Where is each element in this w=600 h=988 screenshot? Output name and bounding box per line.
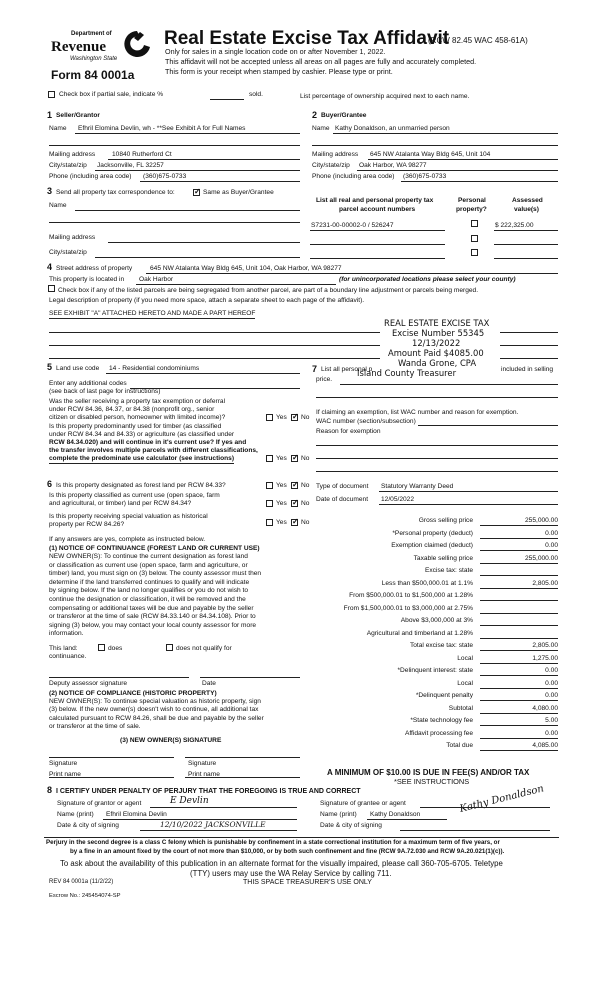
- located-line: [136, 284, 336, 285]
- seller-name-line: [75, 133, 300, 134]
- partial-pct-field[interactable]: [210, 99, 244, 100]
- seller-addr-label: Mailing address: [49, 151, 96, 158]
- tax-row-label: Taxable selling price: [413, 554, 473, 562]
- grantee-name-field[interactable]: Kathy Donaldson: [370, 811, 421, 818]
- sec8-num: 8: [47, 785, 53, 795]
- forest-no-label: No: [301, 482, 310, 489]
- tax-row-line: [480, 613, 558, 614]
- buyer-phone-label: Phone (including area code): [312, 173, 395, 180]
- paragraph-line: compensating or additional taxes will be due and payable by the seller: [49, 604, 254, 612]
- instructions-note: If any answers are yes, complete as instructed below.: [49, 536, 206, 543]
- seller-addr-field[interactable]: 10840 Rutherford Ct: [112, 151, 172, 158]
- grantee-date-label: Date & city of signing: [320, 822, 382, 829]
- tax-row-value[interactable]: 0.00: [545, 529, 558, 537]
- tax-row-value[interactable]: 2,805.00: [532, 579, 558, 587]
- grantee-signature-line: [420, 807, 550, 808]
- doc-type-label: Type of document: [316, 483, 369, 490]
- exemption-no-checkbox[interactable]: [291, 414, 298, 421]
- tax-row-line: [480, 563, 558, 564]
- tax-row-line: [480, 663, 558, 664]
- grantee-signature[interactable]: Kathy Donaldson: [458, 783, 546, 815]
- owner-signature-field-2[interactable]: [185, 757, 300, 758]
- same-as-buyer-checkbox[interactable]: [193, 189, 200, 196]
- notice-continuance-heading: (1) NOTICE OF CONTINUANCE (FOREST LAND OR CURRENT USE): [49, 545, 260, 552]
- q-exemption-line3: citizen or disabled person, homeowner with limited income)?: [49, 414, 226, 421]
- land-use-label: Land use code: [56, 365, 100, 372]
- q-exemption-line2: under RCW 84.36, 84.37, or 84.38 (nonprofit org., senior: [49, 406, 215, 413]
- buyer-num: 2: [312, 110, 318, 120]
- tax-row-value[interactable]: 255,000.00: [524, 554, 558, 562]
- grantor-signature-line: [150, 807, 297, 808]
- signature-label-2: Signature: [188, 760, 217, 767]
- historic-no-label: No: [301, 519, 310, 526]
- grantee-name-label: Name (print): [320, 811, 357, 818]
- this-land-label: This land:: [49, 645, 78, 652]
- form-number: Form 84 0001a: [51, 68, 135, 82]
- signature-label-1: Signature: [49, 760, 78, 767]
- print-name-label-1: Print name: [49, 771, 81, 778]
- sec4-num: 4: [47, 262, 53, 272]
- tax-row-value[interactable]: 5.00: [545, 717, 558, 724]
- stamp-line3: 12/13/2022: [412, 338, 461, 348]
- seller-phone-field[interactable]: (360)675-0733: [143, 173, 187, 180]
- doc-date-line: [379, 504, 558, 505]
- seller-city-field[interactable]: Jacksonville, FL 32257: [97, 162, 164, 169]
- buyer-extra-line: [312, 145, 558, 146]
- tax-row-label: Less than $500,000.01 at 1.1%: [381, 579, 473, 587]
- grantor-date-line: [140, 830, 297, 831]
- tax-row-label: *State technology fee: [410, 717, 473, 724]
- timber-yes-checkbox[interactable]: [266, 455, 273, 462]
- paragraph-line: (3) below. If the new owner(s) doesn't wish to continue, all additional tax: [49, 706, 259, 714]
- parcel-col-header2: parcel account numbers: [339, 206, 416, 213]
- parcel-number-field[interactable]: S7231-00-00002-0 / 526247: [311, 222, 394, 229]
- partial-sale-checkbox[interactable]: [48, 91, 55, 98]
- q-exemption-line1: Was the seller receiving a property tax exemption or deferral: [49, 398, 226, 405]
- seller-name-label: Name: [49, 125, 67, 132]
- see-instructions-note: *SEE INSTRUCTIONS: [394, 777, 470, 786]
- deputy-date-label: Date: [202, 680, 216, 687]
- parcel-number-field-2[interactable]: [310, 244, 445, 245]
- stamp-line5: Wanda Grone, CPA: [398, 358, 477, 368]
- grantor-signature-label: Signature of grantor or agent: [57, 800, 142, 807]
- claim-exemption-label: If claiming an exemption, list WAC number and reason for exemption.: [316, 409, 519, 416]
- grantor-date-field[interactable]: 12/10/2022 JACKSONVILLE: [160, 820, 266, 829]
- tax-row-line: [480, 675, 558, 676]
- dept-line2: Revenue: [51, 39, 106, 55]
- stamp-line4: Amount Paid $4085.00: [388, 348, 484, 358]
- partial-sale-label: Check box if partial sale, indicate %: [59, 91, 164, 98]
- personal-property-label: List all personal p: [321, 366, 373, 373]
- tax-row-value[interactable]: 2,805.00: [532, 642, 558, 649]
- deputy-signature-label: Deputy assessor signature: [49, 680, 128, 687]
- seller-phone-line: [140, 181, 300, 182]
- located-label: This property is located in: [49, 276, 125, 283]
- parcel-col-header: List all real and personal property tax: [316, 197, 434, 204]
- list-pct-label: List percentage of ownership acquired next to each name.: [300, 93, 470, 100]
- washington-seal-icon: [120, 29, 154, 59]
- paragraph-line: timber) land, you must sign on (3) below. The county assessor must then: [49, 570, 262, 578]
- tax-row-label: Local: [457, 679, 473, 687]
- assessed-line1: [494, 230, 558, 231]
- personal-property-checkbox-3[interactable]: [471, 249, 478, 256]
- tax-row-label: From $1,500,000.01 to $3,000,000 at 2.75%: [343, 604, 473, 612]
- header-note1: Only for sales in a single location code on or after November 1, 2022.: [165, 47, 386, 56]
- seller-extra-line: [49, 145, 300, 146]
- tax-row-line: [480, 700, 558, 701]
- tax-row-line: [480, 550, 558, 551]
- buyer-phone-line: [401, 181, 558, 182]
- tax-row-value[interactable]: 4,080.00: [532, 704, 558, 712]
- sec5-num: 5: [47, 362, 53, 372]
- tax-row-value[interactable]: 4,085.00: [532, 742, 558, 749]
- sec3-addr-field[interactable]: [108, 242, 300, 243]
- paragraph-line: NEW OWNER(S): To continue special valuation as historic property, sign: [49, 698, 261, 705]
- sec3-extra-line: [49, 222, 300, 223]
- timber-no-label: No: [301, 455, 310, 462]
- wac-number-field[interactable]: [418, 425, 558, 426]
- tax-row-label: Affidavit processing fee: [404, 729, 473, 737]
- paragraph-line: or transferor at the time of sale.: [49, 723, 141, 731]
- buyer-addr-line: [368, 159, 558, 160]
- reason-exemption-label: Reason for exemption: [316, 428, 381, 435]
- current-use-no-label: No: [301, 500, 310, 507]
- same-as-buyer-label: Same as Buyer/Grantee: [203, 189, 274, 196]
- assessed-col-header: Assessed: [512, 197, 543, 204]
- paragraph-line: signing (3) below, you may contact your local county assessor for more: [49, 621, 257, 629]
- stamp-line6: Island County Treasurer: [357, 368, 457, 378]
- historic-yes-checkbox[interactable]: [266, 519, 273, 526]
- tax-row-line: [480, 575, 558, 576]
- tax-row-label: From $500,000.01 to $1,500,000 at 1.28%: [349, 592, 473, 599]
- treasurer-space-label: THIS SPACE TREASURER'S USE ONLY: [243, 879, 372, 886]
- paragraph-line: calculated pursuant to RCW 84.26, shall be due and payable by the seller: [49, 714, 264, 722]
- personal-col-header: Personal: [458, 197, 486, 204]
- parcel-line1: [310, 230, 445, 231]
- paragraph-line: or transferor at the time of sale (RCW 84.33.140 or 84.34.108). Prior to: [49, 613, 256, 621]
- parcel-number-field-3[interactable]: [310, 258, 445, 259]
- seller-city-line: [95, 170, 300, 171]
- sec3-city-label: City/state/zip: [49, 249, 87, 256]
- grantor-date-label: Date & city of signing: [57, 822, 119, 829]
- grantee-signature-label: Signature of grantee or agent: [320, 800, 406, 807]
- timber-no-checkbox[interactable]: [291, 455, 298, 462]
- form-title: Real Estate Excise Tax Affidavit: [164, 28, 450, 49]
- paragraph-line: determine if the land transferred continues to qualify and will indicate: [49, 578, 250, 586]
- historic-question1: Is this property receiving special valuation as historical: [49, 513, 208, 520]
- treasurer-stamp: [357, 318, 500, 378]
- current-use-no-checkbox[interactable]: [291, 500, 298, 507]
- tax-row-label: Above $3,000,000 at 3%: [400, 617, 473, 624]
- seller-num: 1: [47, 110, 53, 120]
- tax-row-label: Exemption claimed (deduct): [391, 542, 473, 549]
- sec3-name-label: Name: [49, 202, 67, 209]
- land-does-checkbox[interactable]: [98, 644, 105, 651]
- historic-question2: property per RCW 84.26?: [49, 521, 125, 528]
- q-timber-line3: RCW 84.34.020) and will continue in it's current use? If yes and: [49, 439, 247, 446]
- segregated-parcel-checkbox[interactable]: [48, 285, 55, 292]
- tax-row-value[interactable]: 0.00: [545, 692, 558, 699]
- tax-row-line: [480, 638, 558, 639]
- grantee-date-field[interactable]: [400, 830, 550, 831]
- assessed-col-header2: value(s): [514, 206, 539, 213]
- buyer-city-line: [357, 170, 558, 171]
- sec3-label: Send all property tax correspondence to:: [56, 189, 175, 196]
- doc-type-line: [379, 491, 558, 492]
- buyer-phone-field[interactable]: (360)675-0733: [403, 173, 447, 180]
- land-use-line: [106, 373, 300, 374]
- dept-line3: Washington State: [70, 56, 118, 62]
- perjury-line2: by a fine in an amount fixed by the court of not more than $10,000, or by both such confinement and fine (RCW 9A.72.030 and RCW 9A.20.021(1)(c)).: [70, 848, 505, 855]
- certify-heading: I CERTIFY UNDER PENALTY OF PERJURY THAT THE FOREGOING IS TRUE AND CORRECT: [56, 788, 361, 795]
- stamp-line2: Excise Number 55345: [392, 328, 485, 338]
- tax-row-line: [480, 650, 558, 651]
- reason-line2: [316, 458, 558, 459]
- q-timber-line4: the transfer involves multiple parcels with different classifications,: [49, 447, 258, 454]
- tax-row-value[interactable]: 1,275.00: [532, 654, 558, 662]
- tax-row-line: [480, 688, 558, 689]
- tax-row-value[interactable]: 0.00: [545, 729, 558, 737]
- exemption-yes-checkbox[interactable]: [266, 414, 273, 421]
- grantor-name-label: Name (print): [57, 811, 94, 818]
- tax-row-label: *Delinquent interest: state: [397, 667, 473, 674]
- tax-row-line: [480, 750, 558, 751]
- street-address-label: Street address of property: [56, 265, 133, 272]
- tax-row-label: Gross selling price: [418, 517, 473, 524]
- land-does-not-checkbox[interactable]: [166, 644, 173, 651]
- partial-sold-label: sold.: [249, 91, 263, 98]
- grantor-name-field[interactable]: Efhril Elomina Devlin: [106, 811, 167, 818]
- seller-addr-line: [108, 159, 300, 160]
- buyer-name-field[interactable]: Kathy Donaldson, an unmarried person: [335, 125, 450, 132]
- continuance-label: continuance.: [49, 653, 87, 660]
- tax-row-line: [480, 588, 558, 589]
- grantor-signature[interactable]: E Devlin: [170, 796, 209, 806]
- legal-description-field[interactable]: SEE EXHIBIT "A" ATTACHED HERETO AND MADE A PART HEREOF: [49, 310, 256, 317]
- tax-row-label: *Personal property (deduct): [392, 529, 473, 537]
- assessed-value-field-2[interactable]: [494, 244, 558, 245]
- alternate-format-line1: To ask about the availability of this publication in an alternate format for the visually impaired, please call 360-705-6705. Teletype: [60, 859, 503, 868]
- buyer-heading: Buyer/Grantee: [321, 112, 367, 119]
- print-name-label-2: Print name: [188, 771, 220, 778]
- sec3-num: 3: [47, 186, 53, 196]
- owner-signature-field-1[interactable]: [49, 757, 174, 758]
- q-timber-line2: under RCW 84.34 and 84.33) or agriculture (as classified under: [49, 431, 235, 438]
- q-timber-line5: complete the predominate use calculator (see instructions): [49, 455, 235, 462]
- tax-row-label: Subtotal: [448, 704, 473, 712]
- assessed-value-field[interactable]: $ 222,325.00: [495, 222, 534, 229]
- forest-no-checkbox[interactable]: [291, 482, 298, 489]
- personal-property-checkbox-1[interactable]: [471, 220, 478, 227]
- tax-row-label: Total due: [446, 742, 473, 749]
- street-address-field[interactable]: 645 NW Atalanta Way Bldg 645, Unit 104, Oak Harbor, WA 98277: [150, 265, 342, 272]
- land-does-label: does: [108, 645, 123, 652]
- personal-property-field[interactable]: [340, 384, 558, 385]
- forest-yes-checkbox[interactable]: [266, 482, 273, 489]
- tax-row-label: *Delinquent penalty: [415, 692, 473, 699]
- historic-yes-label: Yes: [276, 519, 287, 526]
- footer-divider: [44, 837, 559, 838]
- buyer-name-label: Name: [312, 125, 330, 132]
- tax-row-line: [480, 713, 558, 714]
- seller-name-field[interactable]: Efhril Elomina Devlin, wh - **See Exhibit A for Full Names: [78, 125, 246, 132]
- tax-row-label: Excise tax: state: [424, 567, 473, 574]
- tax-row-line: [480, 538, 558, 539]
- doc-date-field[interactable]: 12/05/2022: [381, 496, 415, 503]
- buyer-city-label: City/state/zip: [312, 162, 350, 169]
- paragraph-line: continue the designation or classification, it will be removed and the: [49, 596, 246, 603]
- sec7-num: 7: [312, 364, 318, 374]
- header-note2: This affidavit will not be accepted unless all areas on all pages are fully and accurately completed.: [165, 57, 477, 66]
- seller-heading: Seller/Grantor: [56, 112, 100, 119]
- reason-exemption-field[interactable]: [316, 445, 558, 446]
- paragraph-line: information.: [49, 630, 84, 638]
- tax-row-value[interactable]: 0.00: [545, 667, 558, 674]
- timber-yes-label: Yes: [276, 455, 287, 462]
- additional-codes-note: (see back of last page for instructions): [49, 388, 161, 395]
- notice-compliance-heading: (2) NOTICE OF COMPLIANCE (HISTORIC PROPERTY): [49, 690, 217, 697]
- sec3-addr-label: Mailing address: [49, 234, 96, 241]
- tax-row-label: Agricultural and timberland at 1.28%: [366, 629, 473, 637]
- paragraph-line: NEW OWNER(S): To continue the current designation as forest land: [49, 553, 248, 560]
- escrow-number: Escrow No.: 245454074-SP: [49, 893, 121, 899]
- current-use-yes-label: Yes: [276, 500, 287, 507]
- tax-row-value[interactable]: 0.00: [545, 679, 558, 687]
- tax-row-line: [480, 600, 558, 601]
- located-field[interactable]: Oak Harbor: [139, 276, 174, 283]
- personal-property-label3: price.: [316, 376, 333, 383]
- buyer-addr-label: Mailing address: [312, 151, 359, 158]
- personal-property-line2: [316, 397, 558, 398]
- forest-land-question: Is this property designated as forest land per RCW 84.33?: [56, 482, 226, 489]
- tax-row-line: [480, 525, 558, 526]
- reason-line3: [316, 471, 558, 472]
- segregated-parcel-label: Check box if any of the listed parcels are being segregated from another parcel, are part of a boundary line adjustment or parcels being merged.: [58, 287, 479, 294]
- tax-row-label: Total excise tax: state: [409, 642, 473, 649]
- q-timber-line1: Is this property predominantly used for timber (as classified: [49, 423, 222, 430]
- additional-codes-label: Enter any additional codes: [49, 380, 127, 387]
- personal-property-checkbox-2[interactable]: [471, 235, 478, 242]
- exemption-no-label: No: [301, 414, 310, 421]
- current-use-yes-checkbox[interactable]: [266, 500, 273, 507]
- tax-row-line: [480, 625, 558, 626]
- exemption-yes-label: Yes: [276, 414, 287, 421]
- stamp-line1: REAL ESTATE EXCISE TAX: [384, 318, 490, 328]
- doc-type-field[interactable]: Statutory Warranty Deed: [381, 483, 454, 490]
- legal-description-label: Legal description of property (if you need more space, attach a separate sheet to each page of the affidavit).: [49, 297, 365, 304]
- new-owner-signature-heading: (3) NEW OWNER(S) SIGNATURE: [120, 737, 222, 744]
- land-does-not-label: does not qualify for: [176, 645, 232, 652]
- deputy-date-field[interactable]: [200, 677, 300, 678]
- buyer-city-field[interactable]: Oak Harbor, WA 98277: [359, 162, 427, 169]
- street-address-line: [146, 273, 558, 274]
- tax-row-line: [480, 725, 558, 726]
- revision-label: REV 84 0001a (11/2/22): [49, 879, 114, 885]
- land-use-field[interactable]: 14 - Residential condominiums: [109, 365, 200, 372]
- deputy-signature-field[interactable]: [49, 677, 189, 678]
- personal-property-label2: included in selling: [501, 366, 554, 373]
- sec3-city-field[interactable]: [95, 257, 300, 258]
- perjury-line1: Perjury in the second degree is a class C felony which is punishable by confinement in a state correctional institution for a maximum term of five years, or: [46, 839, 500, 846]
- doc-date-label: Date of document: [316, 496, 369, 503]
- assessed-value-field-3[interactable]: [494, 258, 558, 259]
- forest-yes-label: Yes: [276, 482, 287, 489]
- tax-row-value[interactable]: 0.00: [545, 542, 558, 549]
- current-use-question1: Is this property classified as current use (open space, farm: [49, 492, 220, 499]
- form-rcw: (RCW 82.45 WAC 458-61A): [428, 36, 528, 45]
- current-use-question2: and agricultural, or timber) land per RCW 84.34?: [49, 500, 192, 507]
- dept-line1: Department of: [71, 31, 112, 37]
- tax-row-line: [480, 738, 558, 739]
- historic-no-checkbox[interactable]: [291, 519, 298, 526]
- tax-row-value[interactable]: 255,000.00: [524, 517, 558, 524]
- paragraph-line: or classification as current use (open space, farm and agriculture, or: [49, 561, 248, 569]
- buyer-addr-field[interactable]: 645 NW Atalanta Way Bldg 645, Unit 104: [370, 151, 491, 158]
- seller-phone-label: Phone (including area code): [49, 173, 132, 180]
- paragraph-line: by signing below. If the land no longer qualifies or you do not wish to: [49, 587, 249, 595]
- alternate-format-line2: (TTY) users may use the WA Relay Service by calling 711.: [190, 869, 392, 878]
- unincorporated-note: (for unincorporated locations please select your county): [339, 276, 516, 283]
- personal-col-header2: property?: [456, 206, 487, 213]
- wac-number-label: WAC number (section/subsection): [316, 418, 416, 425]
- seller-city-label: City/state/zip: [49, 162, 87, 169]
- sec3-name-field[interactable]: [75, 210, 300, 211]
- sec6-num: 6: [47, 479, 53, 489]
- header-note3: This form is your receipt when stamped by cashier. Please type or print.: [165, 67, 393, 76]
- buyer-name-line: [333, 133, 558, 134]
- tax-row-label: Local: [457, 654, 473, 662]
- minimum-fee-note: A MINIMUM OF $10.00 IS DUE IN FEE(S) AND/OR TAX: [327, 768, 530, 777]
- grantee-name-line: [367, 819, 447, 820]
